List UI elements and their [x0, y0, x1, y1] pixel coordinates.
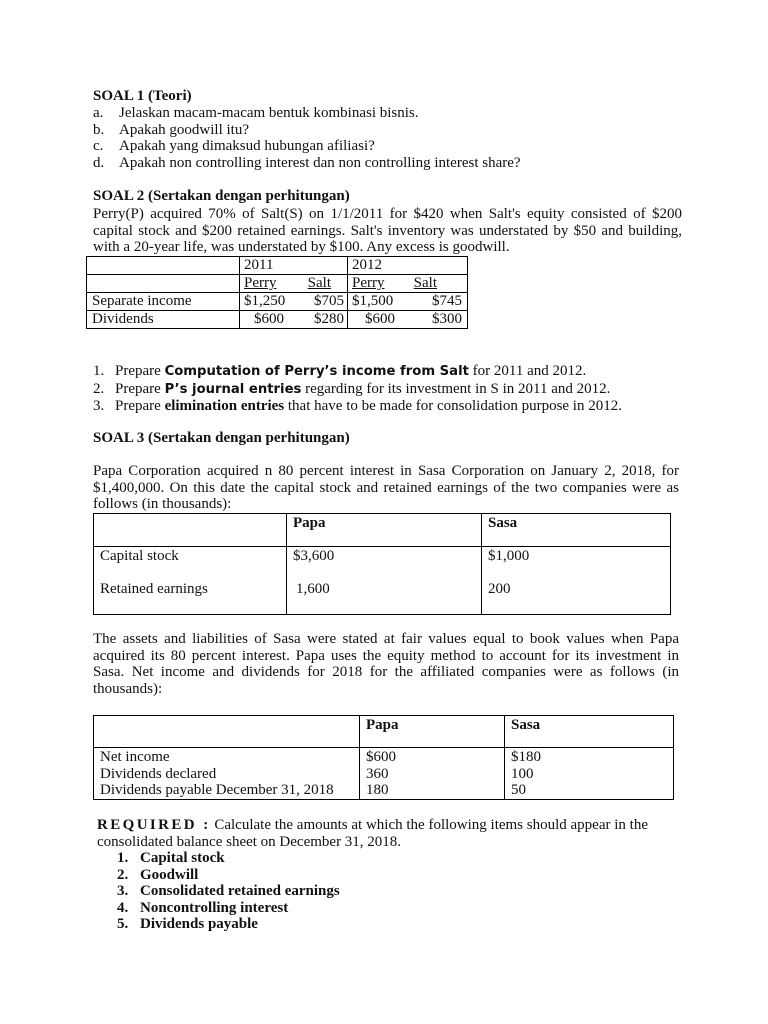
table-cell — [240, 275, 348, 293]
required-label: REQUIRED : — [97, 817, 211, 833]
required-item: Capital stock — [140, 850, 225, 866]
value-cell: $1,500 — [352, 293, 394, 309]
papa-header: Papa — [360, 716, 505, 748]
table-cell — [240, 311, 348, 329]
list-marker: 1. — [117, 850, 129, 866]
table-cell — [348, 275, 468, 293]
list-item — [117, 867, 517, 884]
sasa-header: Sasa — [482, 514, 671, 547]
question-text: Apakah yang dimaksud hubungan afiliasi? — [119, 138, 375, 155]
table-cell — [94, 748, 360, 800]
list-item — [93, 122, 683, 139]
income-dividends-table — [86, 256, 468, 329]
task-emphasis: P’s journal entries — [164, 381, 302, 397]
required-item: Goodwill — [140, 866, 199, 883]
table-cell — [482, 547, 671, 615]
table-cell — [348, 311, 468, 329]
list-marker: b. — [93, 121, 105, 138]
company-header: Perry — [244, 275, 277, 291]
value-cell: $600 — [365, 311, 395, 327]
list-marker: c. — [93, 138, 104, 155]
required-text: Calculate the amounts at which the following items should appear in the consolidated balance sheet on December 31, 2018. — [97, 817, 648, 850]
net-income-table — [93, 715, 674, 800]
list-marker: 3. — [93, 398, 105, 415]
list-item — [117, 916, 517, 933]
list-item — [117, 883, 517, 900]
row-label: Dividends payable December 31, 2018 — [100, 782, 334, 799]
list-marker: d. — [93, 154, 105, 171]
value-cell: $3,600 — [293, 548, 335, 564]
task-emphasis: elimination entries — [164, 398, 285, 415]
sasa-header: Sasa — [505, 716, 674, 748]
task-text: for 2011 and 2012. — [468, 363, 587, 379]
table-cell — [240, 293, 348, 311]
required-item-list — [117, 850, 517, 933]
table-cell — [94, 514, 287, 547]
value-cell: $300 — [432, 311, 462, 327]
table-row — [87, 257, 468, 275]
required-item: Dividends payable — [140, 916, 258, 933]
task-text: Prepare — [115, 380, 165, 397]
row-label: Separate income — [87, 293, 240, 311]
table-cell — [348, 293, 468, 311]
soal2-task-list — [93, 363, 693, 415]
list-marker: 3. — [117, 883, 129, 900]
value-cell: $705 — [314, 293, 344, 309]
company-header: Salt — [307, 275, 331, 291]
value-cell: $280 — [314, 311, 344, 327]
table-row — [87, 275, 468, 293]
question-text: Apakah non controlling interest dan non controlling interest share? — [119, 154, 521, 171]
value-cell: $745 — [432, 293, 462, 309]
company-header: Perry — [352, 275, 385, 291]
list-marker: 2. — [93, 380, 105, 397]
value-cell: 200 — [488, 580, 511, 597]
year-2011-header: 2011 — [240, 257, 348, 275]
value-cell: $600 — [366, 749, 396, 765]
papa-header: Papa — [287, 514, 482, 547]
task-emphasis: Computation of Perry’s income from Salt — [164, 364, 469, 379]
table-cell — [87, 275, 240, 293]
row-label: Dividends — [87, 311, 240, 329]
list-marker: 2. — [117, 866, 129, 883]
required-paragraph — [97, 817, 687, 850]
soal2-paragraph: Perry(P) acquired 70% of Salt(S) on 1/1/2011 for $420 when Salt's equity consisted of $200 capital stock and $200 retained earnings. Salt's inventory was understated by $50 and building, with a 20-year life, was understated by $100. Any excess is goodwill. — [93, 206, 682, 256]
list-item — [93, 363, 693, 381]
soal3-intro: Papa Corporation acquired n 80 percent interest in Sasa Corporation on January 2, 2018, for $1,400,000. On this date the capital stock and retained earnings of the two companies were as follows (in thousands): — [93, 463, 679, 513]
value-cell: $1,250 — [244, 293, 286, 309]
list-item — [117, 850, 517, 867]
value-cell: 360 — [366, 765, 389, 782]
soal1-question-list — [93, 105, 683, 171]
required-item: Consolidated retained earnings — [140, 883, 340, 900]
table-cell — [360, 748, 505, 800]
value-cell: $1,000 — [488, 548, 530, 564]
soal2-heading: SOAL 2 (Sertakan dengan perhitungan) — [93, 188, 350, 204]
list-marker: 1. — [93, 363, 105, 379]
value-cell: 180 — [366, 782, 389, 799]
table-row — [87, 311, 468, 329]
table-cell — [505, 748, 674, 800]
task-text: that have to be made for consolidation purpose in 2012. — [284, 398, 622, 415]
table-row — [94, 547, 671, 615]
soal1-heading: SOAL 1 (Teori) — [93, 88, 192, 104]
list-marker: 5. — [117, 916, 129, 933]
task-text: Prepare — [115, 363, 165, 379]
list-marker: a. — [93, 105, 104, 121]
required-item: Noncontrolling interest — [140, 899, 289, 916]
list-item — [93, 105, 683, 122]
list-item — [117, 900, 517, 917]
list-item — [93, 398, 693, 415]
table-row — [94, 716, 674, 748]
question-text: Jelaskan macam-macam bentuk kombinasi bisnis. — [119, 105, 419, 121]
value-cell: $180 — [511, 749, 541, 765]
capital-table — [93, 513, 671, 615]
task-text: Prepare — [115, 398, 165, 415]
value-cell: $600 — [254, 311, 284, 327]
table-cell — [94, 547, 287, 615]
list-item — [93, 155, 683, 172]
row-label: Capital stock — [100, 548, 179, 564]
list-marker: 4. — [117, 899, 129, 916]
value-cell: 50 — [511, 782, 526, 799]
question-text: Apakah goodwill itu? — [119, 121, 249, 138]
company-header: Salt — [413, 275, 437, 291]
table-row — [94, 748, 674, 800]
list-item — [93, 138, 683, 155]
row-label: Retained earnings — [100, 580, 208, 597]
table-cell — [287, 547, 482, 615]
soal3-heading: SOAL 3 (Sertakan dengan perhitungan) — [93, 430, 350, 446]
table-row — [87, 293, 468, 311]
table-cell — [94, 716, 360, 748]
value-cell: 1,600 — [296, 580, 330, 597]
task-text: regarding for its investment in S in 2011 and 2012. — [301, 380, 611, 397]
row-label: Dividends declared — [100, 765, 217, 782]
table-cell — [87, 257, 240, 275]
value-cell: 100 — [511, 765, 534, 782]
row-label: Net income — [100, 749, 170, 765]
year-2012-header: 2012 — [348, 257, 468, 275]
list-item — [93, 381, 693, 399]
table-row — [94, 514, 671, 547]
soal3-paragraph: The assets and liabilities of Sasa were stated at fair values equal to book values when Papa acquired its 80 percent interest. Papa uses the equity method to account for its investment in Sasa. Net income and dividends for 2018 for the affiliated companies were as follows (in thousands): — [93, 631, 679, 697]
